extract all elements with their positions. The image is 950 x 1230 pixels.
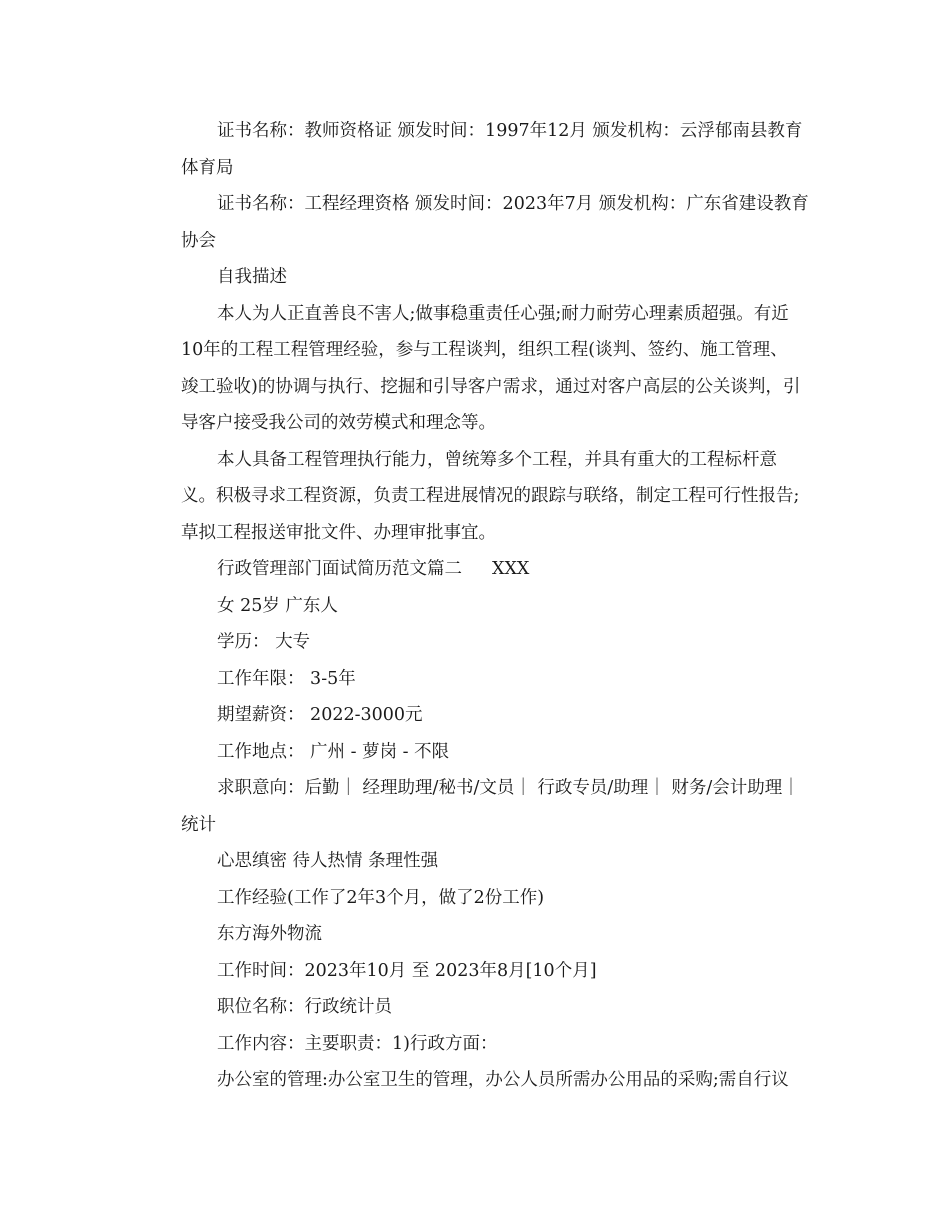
field-work-location [145,734,807,771]
text-line: 竣工验收)的协调与执行、挖掘和引导客户需求，通过对客户高层的公关谈判，引 [181,376,801,397]
text-line: 10年的工程工程管理经验，参与工程谈判，组织工程(谈判、签约、施工管理、 [181,340,788,360]
field-company [145,916,807,953]
text-line: 义。积极寻求工程资源，负责工程进展情况的跟踪与联络，制定工程可行性报告; [181,486,800,506]
paragraph-self-description-1 [145,296,807,442]
field-position [145,989,807,1026]
text-line: 学历： 大专 [217,632,311,652]
text-line: 草拟工程报送审批文件、办理审批事宜。 [181,522,496,543]
field-traits [145,843,807,880]
text-line: 工作地点： 广州 - 萝岗 - 不限 [217,741,450,762]
paragraph-engineering-cert [145,186,807,259]
paragraph-teacher-cert [145,113,807,186]
text-line: 工作年限： 3-5年 [217,668,356,689]
field-job-intention [145,770,807,843]
field-basic-info [145,588,807,625]
text-line: 办公室的管理:办公室卫生的管理，办公人员所需办公用品的采购;需自行议 [217,1070,789,1090]
text-line: 东方海外物流 [217,924,322,944]
resume-title: 行政管理部门面试简历范文篇二 [217,559,462,579]
text-line: 工作经验(工作了2年3个月，做了2份工作) [217,887,545,908]
field-work-experience [145,880,807,917]
text-line: 证书名称：教师资格证 颁发时间：1997年12月 颁发机构：云浮郁南县教育 [217,121,803,141]
text-line: 证书名称：工程经理资格 颁发时间：2023年7月 颁发机构：广东省建设教育 [217,194,809,214]
text-line: 导客户接受我公司的效劳模式和理念等。 [181,413,496,433]
paragraph-self-description-2 [145,442,807,552]
field-job-content [145,1026,807,1063]
field-expected-salary [145,697,807,734]
resume-name: XXX [492,559,530,579]
resume-title-line [145,551,807,588]
field-work-years [145,661,807,698]
field-office-management [145,1062,807,1099]
text-line: 心思缜密 待人热情 条理性强 [217,851,439,871]
text-line: 职位名称：行政统计员 [217,997,392,1017]
section-heading-self-description [145,259,807,296]
text-line: 本人具备工程管理执行能力，曾统筹多个工程，并具有重大的工程标杆意 [217,449,777,470]
text-line: 本人为人正直善良不害人;做事稳重责任心强;耐力耐劳心理素质超强。有近 [217,303,789,324]
document-page [145,113,807,1099]
text-line: 统计 [181,814,216,835]
field-education [145,624,807,661]
text-line: 体育局 [181,157,234,178]
field-work-period [145,953,807,990]
text-line: 协会 [181,230,216,251]
text-line: 期望薪资： 2022-3000元 [217,705,423,725]
text-line: 女 25岁 广东人 [217,595,338,616]
text-line: 工作内容：主要职责：1)行政方面： [217,1033,498,1054]
text-line: 自我描述 [217,267,287,287]
text-line: 求职意向：后勤｜ 经理助理/秘书/文员｜ 行政专员/助理｜ 财务/会计助理｜ [217,778,800,798]
text-line: 工作时间：2023年10月 至 2023年8月[10个月] [217,960,597,981]
